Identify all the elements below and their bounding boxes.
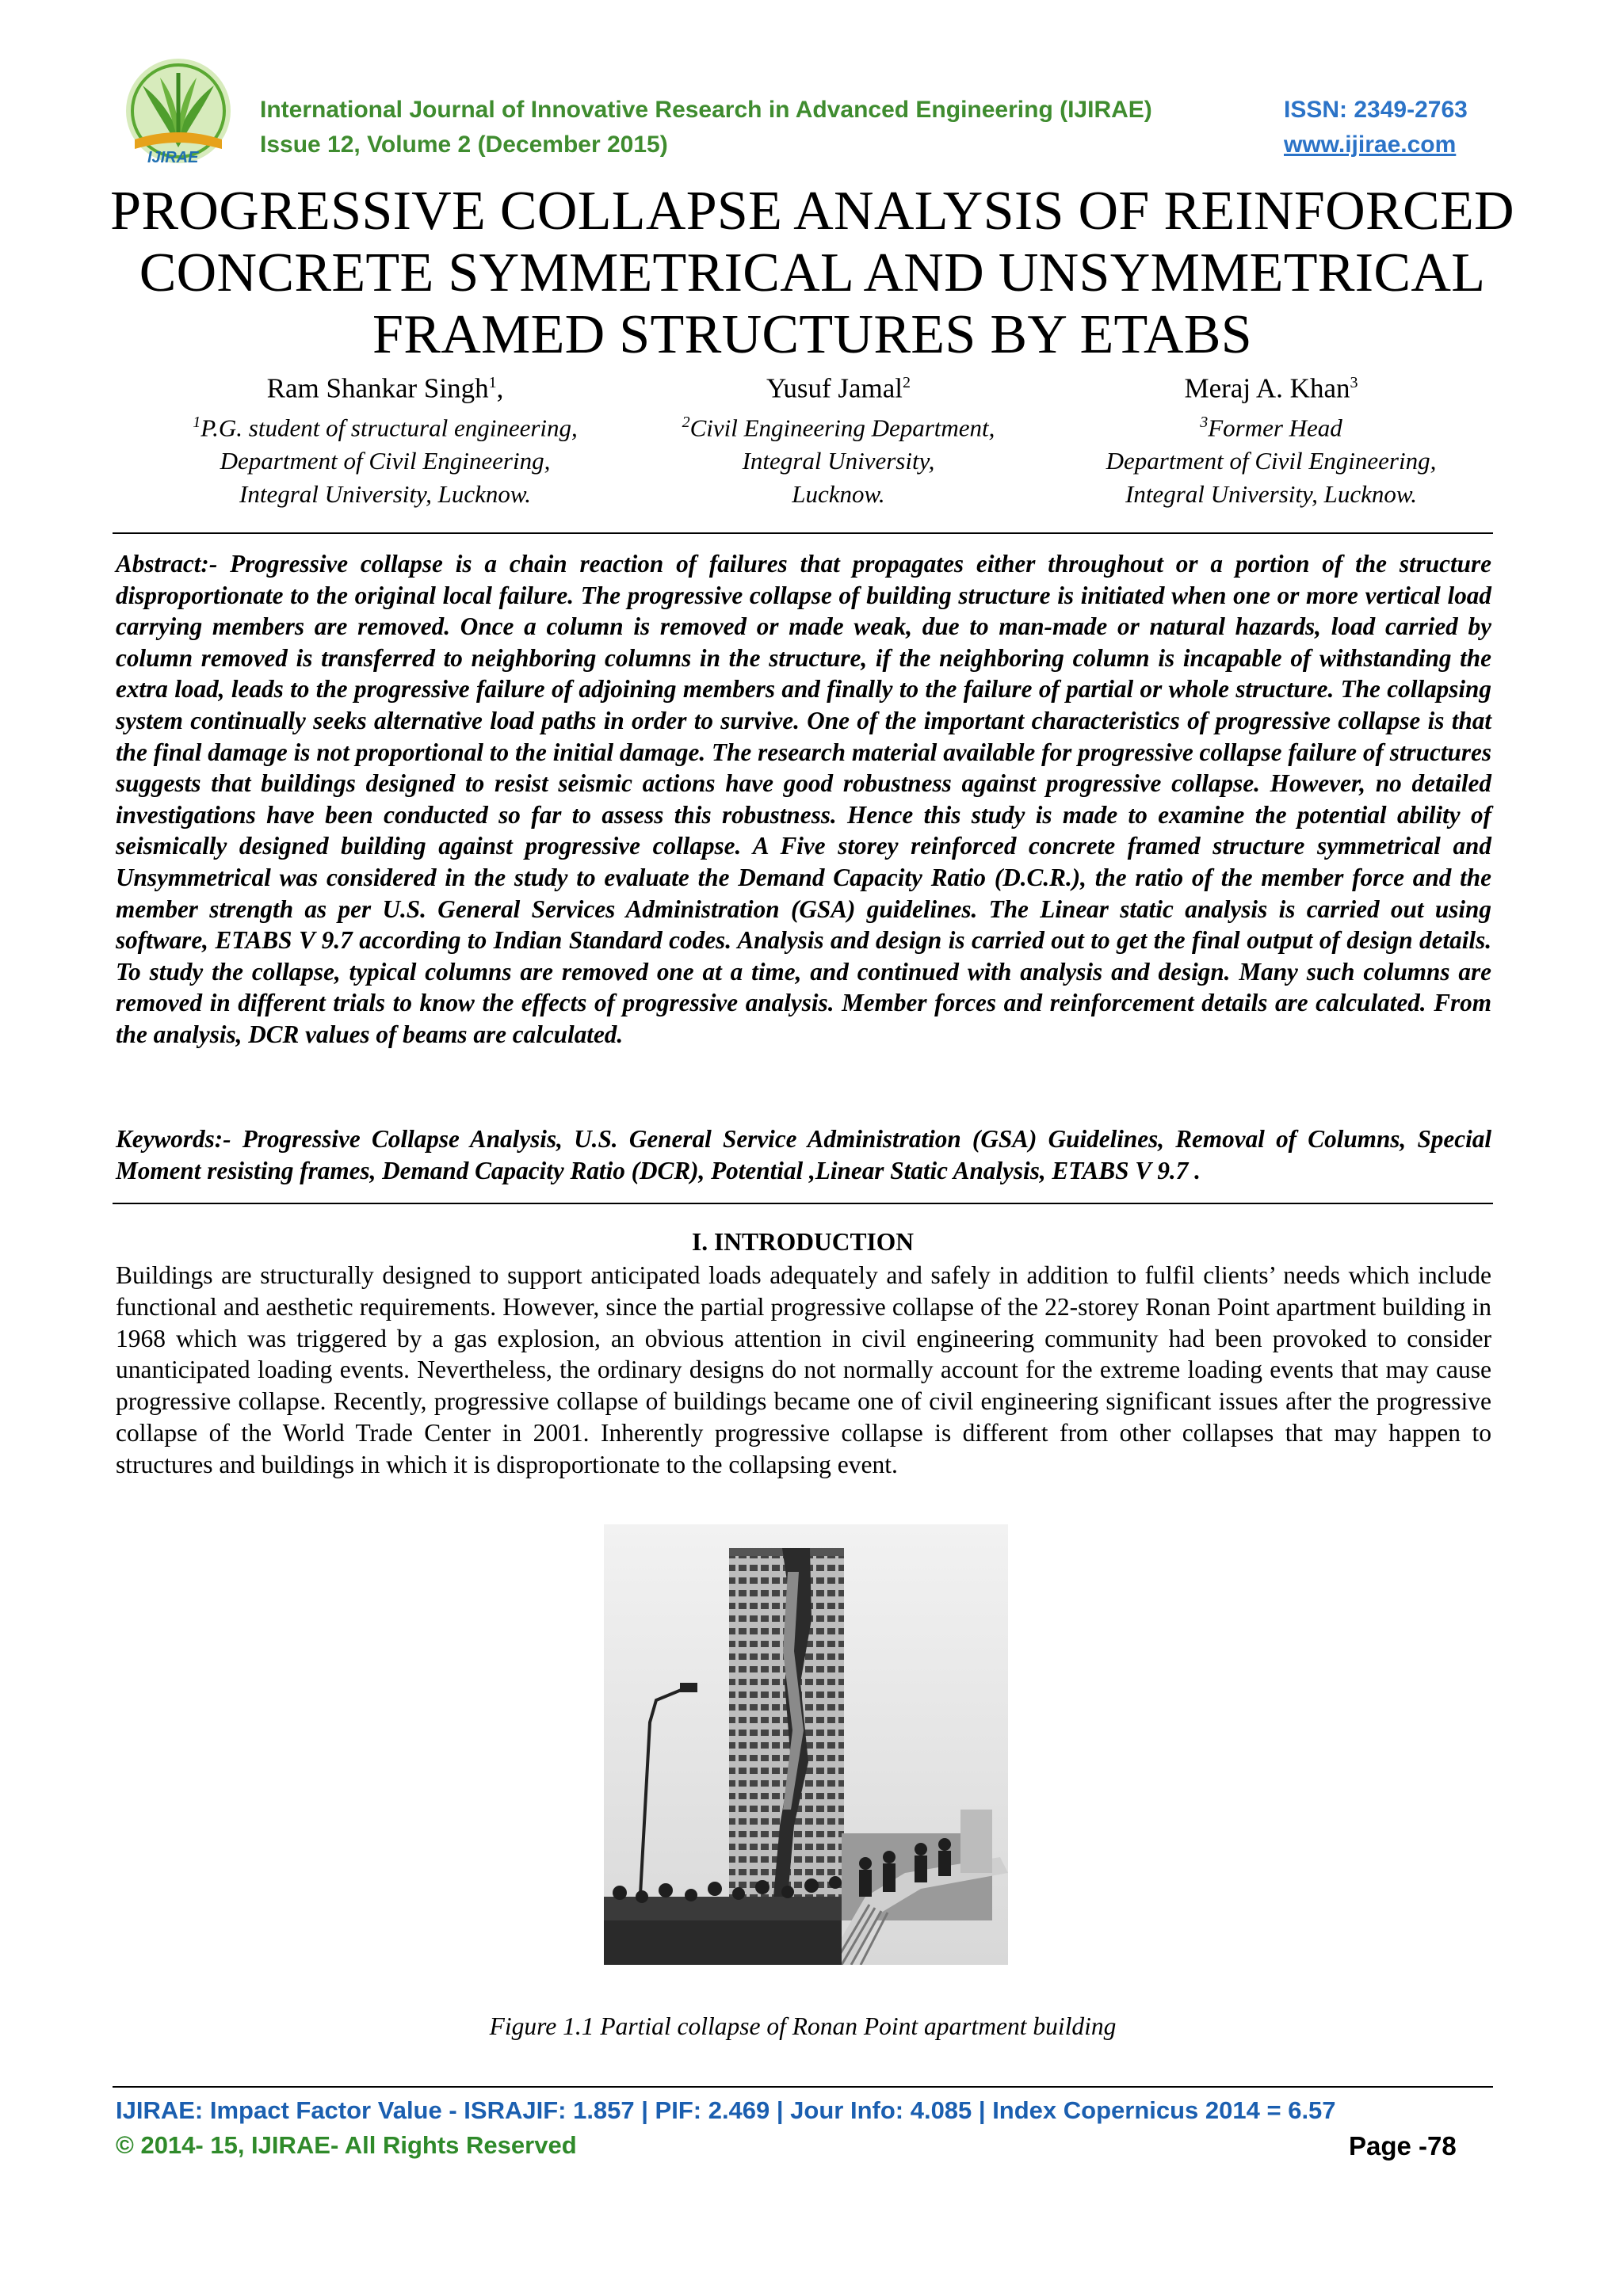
keywords: Keywords:- Progressive Collapse Analysis, U.S. General Service Administration (GSA) Guidelines, Removal of Columns, Special Moment resisting frames, Demand Capacity Ratio (DCR), Potential ,Linear Static Analysis, ETABS V 9.7 . — [116, 1125, 1491, 1184]
author-1-aff-line-2: Department of Civil Engineering, — [220, 446, 551, 475]
introduction-text: Buildings are structurally designed to support anticipated loads adequately and safely in addition to fulfil clients’ needs which include functional and aesthetic requirements. However, since the partial progressive collapse of the 22-storey Ronan Point apartment building in 1968 which was triggered by a gas explosion, an obvious attention in civil engineering community had been provoked to consider unanticipated loading events. Nevertheless, the ordinary designs do not normally account for the extreme loading events that may cause progressive collapse. Recently, progressive collapse of buildings became one of civil engineering significant issues after the progressive collapse of the World Trade Center in 2001. Inherently progressive collapse is different from other collapses that may happen to structures and buildings in which it is disproportionate to the collapsing event. — [116, 1261, 1491, 1478]
title-line-3: FRAMED STRUCTURES BY ETABS — [372, 304, 1253, 365]
figure-ronan-point-photo — [604, 1524, 1008, 1965]
author-2-name: Yusuf Jamal — [766, 372, 903, 404]
title-line-2: CONCRETE SYMMETRICAL AND UNSYMMETRICAL — [139, 242, 1486, 303]
author-3 — [1049, 366, 1493, 511]
title-line-1: PROGRESSIVE COLLAPSE ANALYSIS OF REINFORCED — [110, 181, 1514, 242]
author-2-aff-line-3: Lucknow. — [792, 479, 885, 508]
figure-caption: Figure 1.1 Partial collapse of Ronan Point apartment building — [489, 2012, 1117, 2040]
footer-copyright: © 2014- 15, IJIRAE- All Rights Reserved — [116, 2131, 577, 2159]
author-3-aff-line-3: Integral University, Lucknow. — [1125, 479, 1417, 508]
logo-text: IJIRAE — [147, 149, 199, 166]
divider-footer — [113, 2086, 1493, 2088]
page-number: Page -78 — [1349, 2131, 1457, 2161]
author-2-aff-line-1: Civil Engineering Department, — [689, 413, 995, 441]
paper-title — [79, 181, 1545, 366]
author-2-sup: 2 — [903, 374, 911, 391]
author-3-sup: 3 — [1350, 374, 1358, 391]
author-1-name: Ram Shankar Singh — [266, 372, 489, 404]
author-3-aff-sup: 3 — [1200, 413, 1209, 431]
author-3-aff-line-2: Department of Civil Engineering, — [1106, 446, 1437, 475]
journal-logo — [111, 54, 246, 173]
author-1-sup: 1 — [488, 374, 497, 391]
abstract: Abstract:- Progressive collapse is a chain reaction of failures that propagates either throughout or a portion of the structure disproportionate to the original local failure. The progressive collapse of building structure is initiated when one or more vertical load carrying members are removed. Once a column is removed or made weak, due to man-made or natural hazards, load carried by column removed is transferred to neighboring columns in the structure, if the neighboring column is incapable of withstanding the extra load, leads to the progressive failure of adjoining members and finally to the failure of partial or whole structure. The collapsing system continually seeks alternative load paths in order to survive. One of the important characteristics of progressive collapse is that the final damage is not proportional to the initial damage. The research material available for progressive collapse failure of structures suggests that buildings designed to resist seismic actions have good robustness against progressive collapse. However, no detailed investigations have been conducted so far to assess this robustness. Hence this study is made to examine the potential ability of seismically designed building against progressive collapse. A Five storey reinforced concrete framed structure symmetrical and Unsymmetrical was considered in the study to evaluate the Demand Capacity Ratio (D.C.R.), the ratio of the member force and the member strength as per U.S. General Services Administration (GSA) guidelines. The Linear static analysis is carried out using software, ETABS V 9.7 according to Indian Standard codes. Analysis and design is carried out to get the final output of design details. To study the collapse, typical columns are removed one at a time, and continued with analysis and design. Many such columns are removed in different trials to know the effects of progressive analysis. Member forces and reinforcement details are calculated. From the analysis, DCR values of beams are calculated. — [116, 550, 1491, 1048]
section-heading-introduction: I. INTRODUCTION — [691, 1228, 915, 1256]
author-2-aff-sup: 2 — [682, 413, 690, 431]
author-3-aff-line-1: Former Head — [1208, 413, 1342, 441]
author-2-aff-line-2: Integral University, — [742, 446, 935, 475]
author-1-trail: , — [496, 372, 504, 404]
divider-keywords — [113, 1203, 1493, 1204]
journal-issn: ISSN: 2349-2763 — [1284, 97, 1468, 123]
journal-name: International Journal of Innovative Research in Advanced Engineering (IJIRAE) — [260, 97, 1152, 123]
divider-top — [113, 532, 1493, 534]
author-1-aff-sup: 1 — [193, 413, 201, 431]
ronan-point-photo-image — [604, 1524, 1008, 1965]
author-1-aff-line-3: Integral University, Lucknow. — [239, 479, 531, 508]
author-1-aff-line-1: P.G. student of structural engineering, — [200, 413, 578, 441]
author-3-name: Meraj A. Khan — [1184, 372, 1350, 404]
author-1 — [163, 366, 607, 511]
journal-url-link[interactable]: www.ijirae.com — [1284, 132, 1457, 158]
author-2 — [617, 366, 1060, 511]
footer-impact-factor: IJIRAE: Impact Factor Value - ISRAJIF: 1.857 | PIF: 2.469 | Jour Info: 4.085 | Index Copernicus 2014 = 6.57 — [116, 2096, 1336, 2124]
journal-issue: Issue 12, Volume 2 (December 2015) — [260, 132, 668, 158]
